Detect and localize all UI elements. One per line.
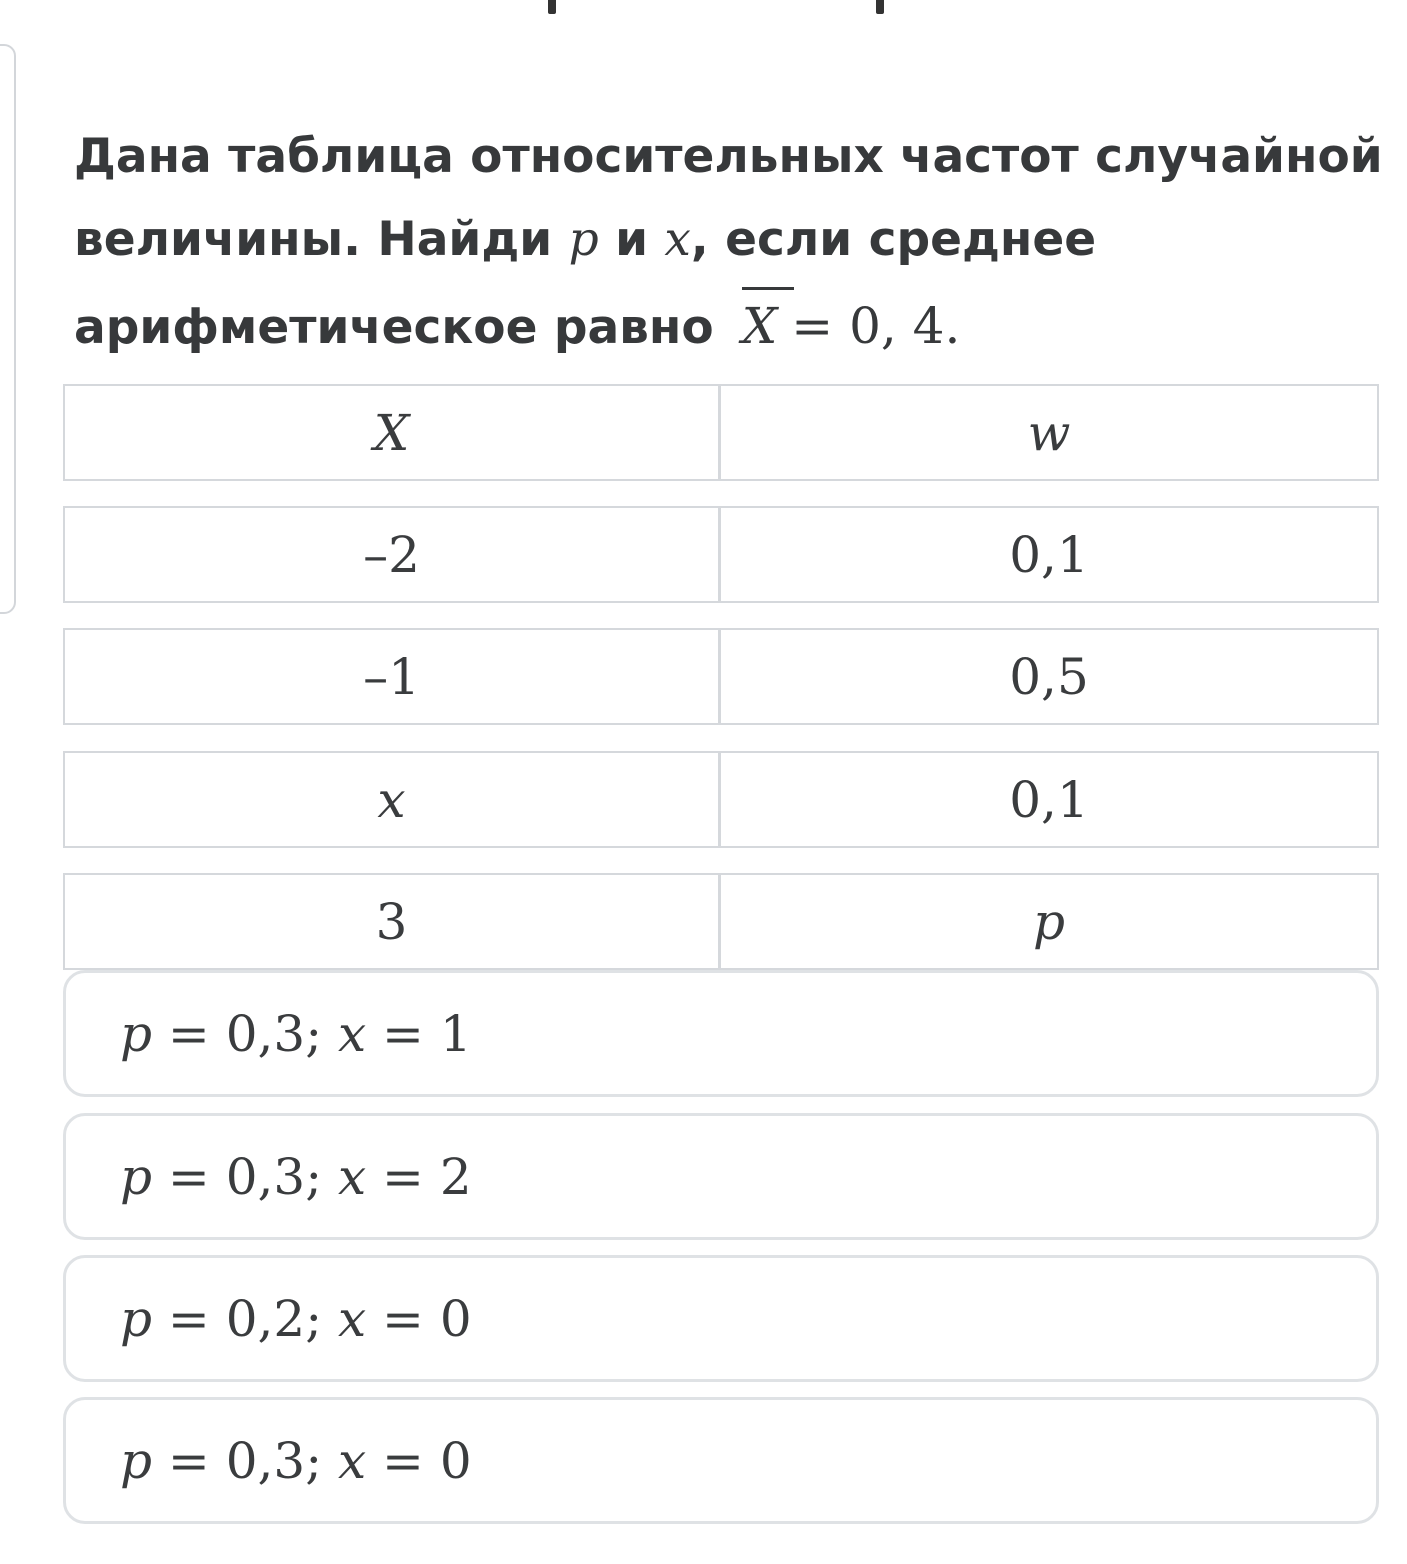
cell-x-value: –2 <box>65 508 721 601</box>
option-p-val: = 0,2; <box>152 1289 338 1348</box>
table-header-row <box>63 384 1379 481</box>
table-row <box>63 873 1379 970</box>
cell-w-value: 0,1 <box>1009 770 1089 829</box>
option-x-var: x <box>337 1004 367 1063</box>
question-line-1: Дана таблица относительных частот случайной <box>74 129 1383 184</box>
option-x-val: = 0 <box>366 1289 472 1348</box>
var-p: p <box>568 212 599 267</box>
option-p-val: = 0,3; <box>152 1431 338 1490</box>
cell-x-value: x <box>65 753 721 846</box>
option-p-val: = 0,3; <box>152 1004 338 1063</box>
question-line-2-start: величины. Найди <box>74 212 553 267</box>
cell-x-value: –1 <box>65 630 721 723</box>
cell-x-value: 3 <box>65 875 721 968</box>
option-p-var: p <box>120 1431 153 1490</box>
option-label <box>120 1148 472 1206</box>
question-line-3 <box>74 283 1374 370</box>
answer-option-4[interactable] <box>63 1397 1379 1524</box>
option-p-var: p <box>120 1004 153 1063</box>
option-label <box>120 1005 472 1063</box>
cell-w-value: 0,5 <box>1009 647 1089 706</box>
question-text <box>74 118 1383 370</box>
table-row <box>63 751 1379 848</box>
question-line-2 <box>74 196 1374 283</box>
option-x-val: = 0 <box>366 1431 472 1490</box>
option-label <box>120 1432 472 1490</box>
cut-glyph <box>876 0 884 14</box>
var-x: x <box>664 212 691 267</box>
side-panel-edge <box>0 44 16 614</box>
overline <box>742 287 794 290</box>
mean-symbol: X <box>741 297 778 355</box>
cut-glyph <box>548 0 556 14</box>
answer-option-2[interactable] <box>63 1113 1379 1240</box>
answer-option-1[interactable] <box>63 970 1379 1097</box>
option-p-var: p <box>120 1147 153 1206</box>
cell-w-value: 0,1 <box>1009 525 1089 584</box>
question-conj: и <box>615 212 649 267</box>
answer-option-3[interactable] <box>63 1255 1379 1382</box>
cell-w-value: p <box>1032 892 1065 951</box>
option-p-var: p <box>120 1289 153 1348</box>
option-x-var: x <box>337 1147 367 1206</box>
table-row <box>63 506 1379 603</box>
option-x-val: = 2 <box>366 1147 472 1206</box>
option-x-var: x <box>337 1431 367 1490</box>
header-x: X <box>65 386 721 479</box>
question-line-2-end: , если среднее <box>690 212 1097 267</box>
question-line-3-text: арифметическое равно <box>74 300 714 355</box>
option-x-val: = 1 <box>366 1004 472 1063</box>
mean-formula <box>742 283 778 370</box>
previous-content-cut <box>0 0 1407 14</box>
header-w: w <box>1027 403 1071 462</box>
table-row <box>63 628 1379 725</box>
mean-value: = 0, 4. <box>791 297 961 355</box>
option-p-val: = 0,3; <box>152 1147 338 1206</box>
option-x-var: x <box>337 1289 367 1348</box>
option-label <box>120 1290 472 1348</box>
